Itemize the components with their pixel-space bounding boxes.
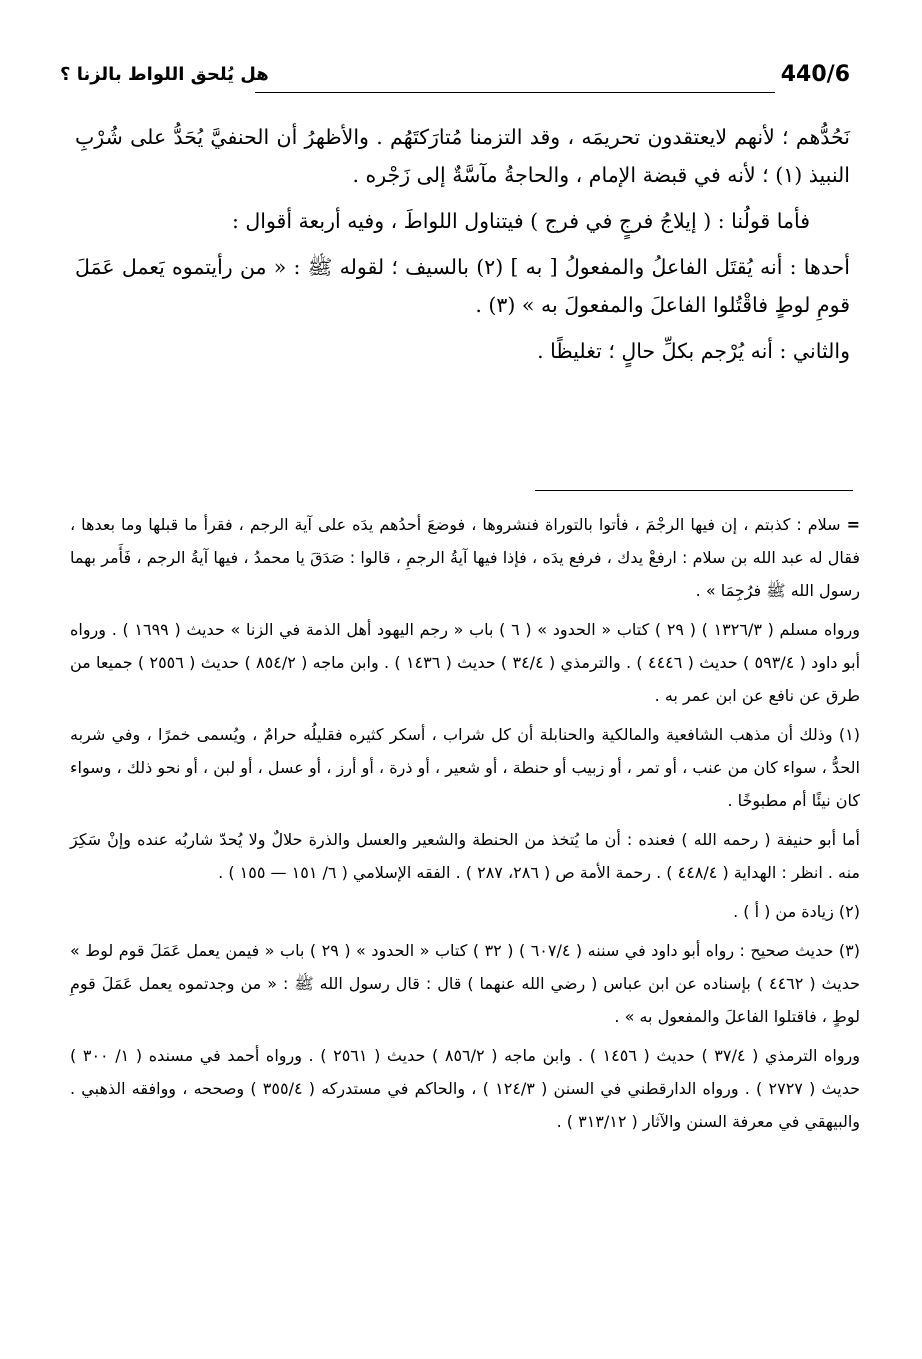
footnote-3-continued: ورواه الترمذي ( ٣٧/٤ ) حديث ( ١٤٥٦ ) . وابن ماجه ( ٨٥٦/٢ ) حديث ( ٢٥٦١ ) . ورواه أحمد في مسنده ( ١/ ٣٠٠ ) حديث ( ٢٧٢٧ ) . ورواه الدارقطني في السنن ( ١٢٤/٣ ) ، والحاكم في مستدركه ( ٣٥٥/٤ ) وصححه ، ووافقه الذهبي . والبيهقي في معرفة السنن والآثار ( ٣١٣/١٢ ) . bbox=[70, 1046, 861, 1131]
page-number: 440/6 bbox=[780, 62, 850, 87]
footnote-2: (٢) زيادة من ( أ ) . bbox=[733, 902, 860, 921]
footnote-continuation-text: سلام : كذبتم ، إن فيها الرجْمَ ، فأتوا بالتوراة فنشروها ، فوضعَ أحدُهم يدَه على آية الرجم ، فقرأ ما قبلها وما بعدها ، فقال له عبد الله بن سلام : ارفعْ يدك ، فرفع يدَه ، فإذا فيها آيةُ الرجمِ ، قالوا : صَدَقَ يا محمدُ ، فيها آيةُ الرجم ، فَأَمر بهما رسول الله ﷺ فرُجِمَا » . bbox=[70, 515, 860, 600]
footnote-continuation-2: ورواه مسلم ( ١٣٢٦/٣ ) ( ٢٩ ) كتاب « الحدود » ( ٦ ) باب « رجم اليهود أهل الذمة في الزنا » حديث ( ١٦٩٩ ) . ورواه أبو داود ( ٥٩٣/٤ ) حديث ( ٤٤٤٦ ) . والترمذي ( ٣٤/٤ ) حديث ( ١٤٣٦ ) . وابن ماجه ( ٨٥٤/٢ ) حديث ( ٢٥٥٦ ) جميعا من طرق عن نافع عن ابن عمر به . bbox=[70, 620, 861, 705]
main-text bbox=[75, 118, 850, 378]
header-rule bbox=[255, 92, 775, 93]
page-header bbox=[60, 62, 850, 94]
footnote-1: (١) وذلك أن مذهب الشافعية والمالكية والحنابلة أن كل شراب ، أسكر كثيره فقليلُه حرامٌ ، ويُسمى خمرًا ، وفي شربه الحدُّ ، سواء كان من عنب ، أو تمر ، أو زبيب أو حنطة ، أو شعير ، أو ذرة ، أو أرز ، أو عسل ، أو لبن ، أو نحو ذلك ، وسواء كان نيئًا أم مطبوخًا . bbox=[70, 725, 860, 810]
footnote-1-continued: أما أبو حنيفة ( رحمه الله ) فعنده : أن ما يُتخذ من الحنطة والشعير والعسل والذرة حلالٌ ولا يُحدّ شاربُه عنده وإنْ سَكِرَ منه . انظر : الهداية ( ٤٤٨/٤ ) . رحمة الأمة ص ( ٢٨٦، ٢٨٧ ) . الفقه الإسلامي ( ٦/ ١٥١ — ١٥٥ ) . bbox=[70, 830, 860, 882]
footnote-continuation bbox=[70, 508, 860, 607]
paragraph-3: أحدها : أنه يُقتَل الفاعلُ والمفعولُ [ به ] (٢) بالسيف ؛ لقوله ﷺ : « من رأيتموه يَعمل عَمَلَ قومِ لوطٍ فاقْتُلوا الفاعلَ والمفعولَ به » (٣) . bbox=[75, 255, 850, 317]
running-title: هل يُلحق اللواط بالزنا ؟ bbox=[60, 64, 269, 85]
paragraph-1: نَحُدُّهم ؛ لأنهم لايعتقدون تحريمَه ، وقد التزمنا مُتارَكتَهُم . والأظهرُ أن الحنفيَّ يُحَدُّ على شُرْبِ النبيذ (١) ؛ لأنه في قبضة الإمام ، والحاجةُ مآسَّةٌ إلى زَجْره . bbox=[75, 125, 850, 187]
footnote-separator bbox=[535, 490, 853, 491]
footnotes bbox=[70, 508, 860, 1144]
continuation-marker: = bbox=[846, 515, 860, 534]
paragraph-2: فأما قولُنا : ( إيلاجُ فرجٍ في فرج ) فيتناول اللواطَ ، وفيه أربعة أقوال : bbox=[231, 209, 810, 233]
paragraph-4: والثاني : أنه يُرْجم بكلِّ حالٍ ؛ تغليظًا . bbox=[537, 339, 850, 363]
footnote-3: (٣) حديث صحيح : رواه أبو داود في سننه ( ٦٠٧/٤ ) ( ٣٢ ) كتاب « الحدود » ( ٢٩ ) باب « فيمن يعمل عَمَلَ قوم لوط » حديث ( ٤٤٦٢ ) بإسناده عن ابن عباس ( رضي الله عنهما ) قال : قال رسول الله ﷺ : « من وجدتموه يعمل عَمَلَ قومِ لوطٍ ، فاقتلوا الفاعلَ والمفعول به » . bbox=[70, 941, 860, 1026]
